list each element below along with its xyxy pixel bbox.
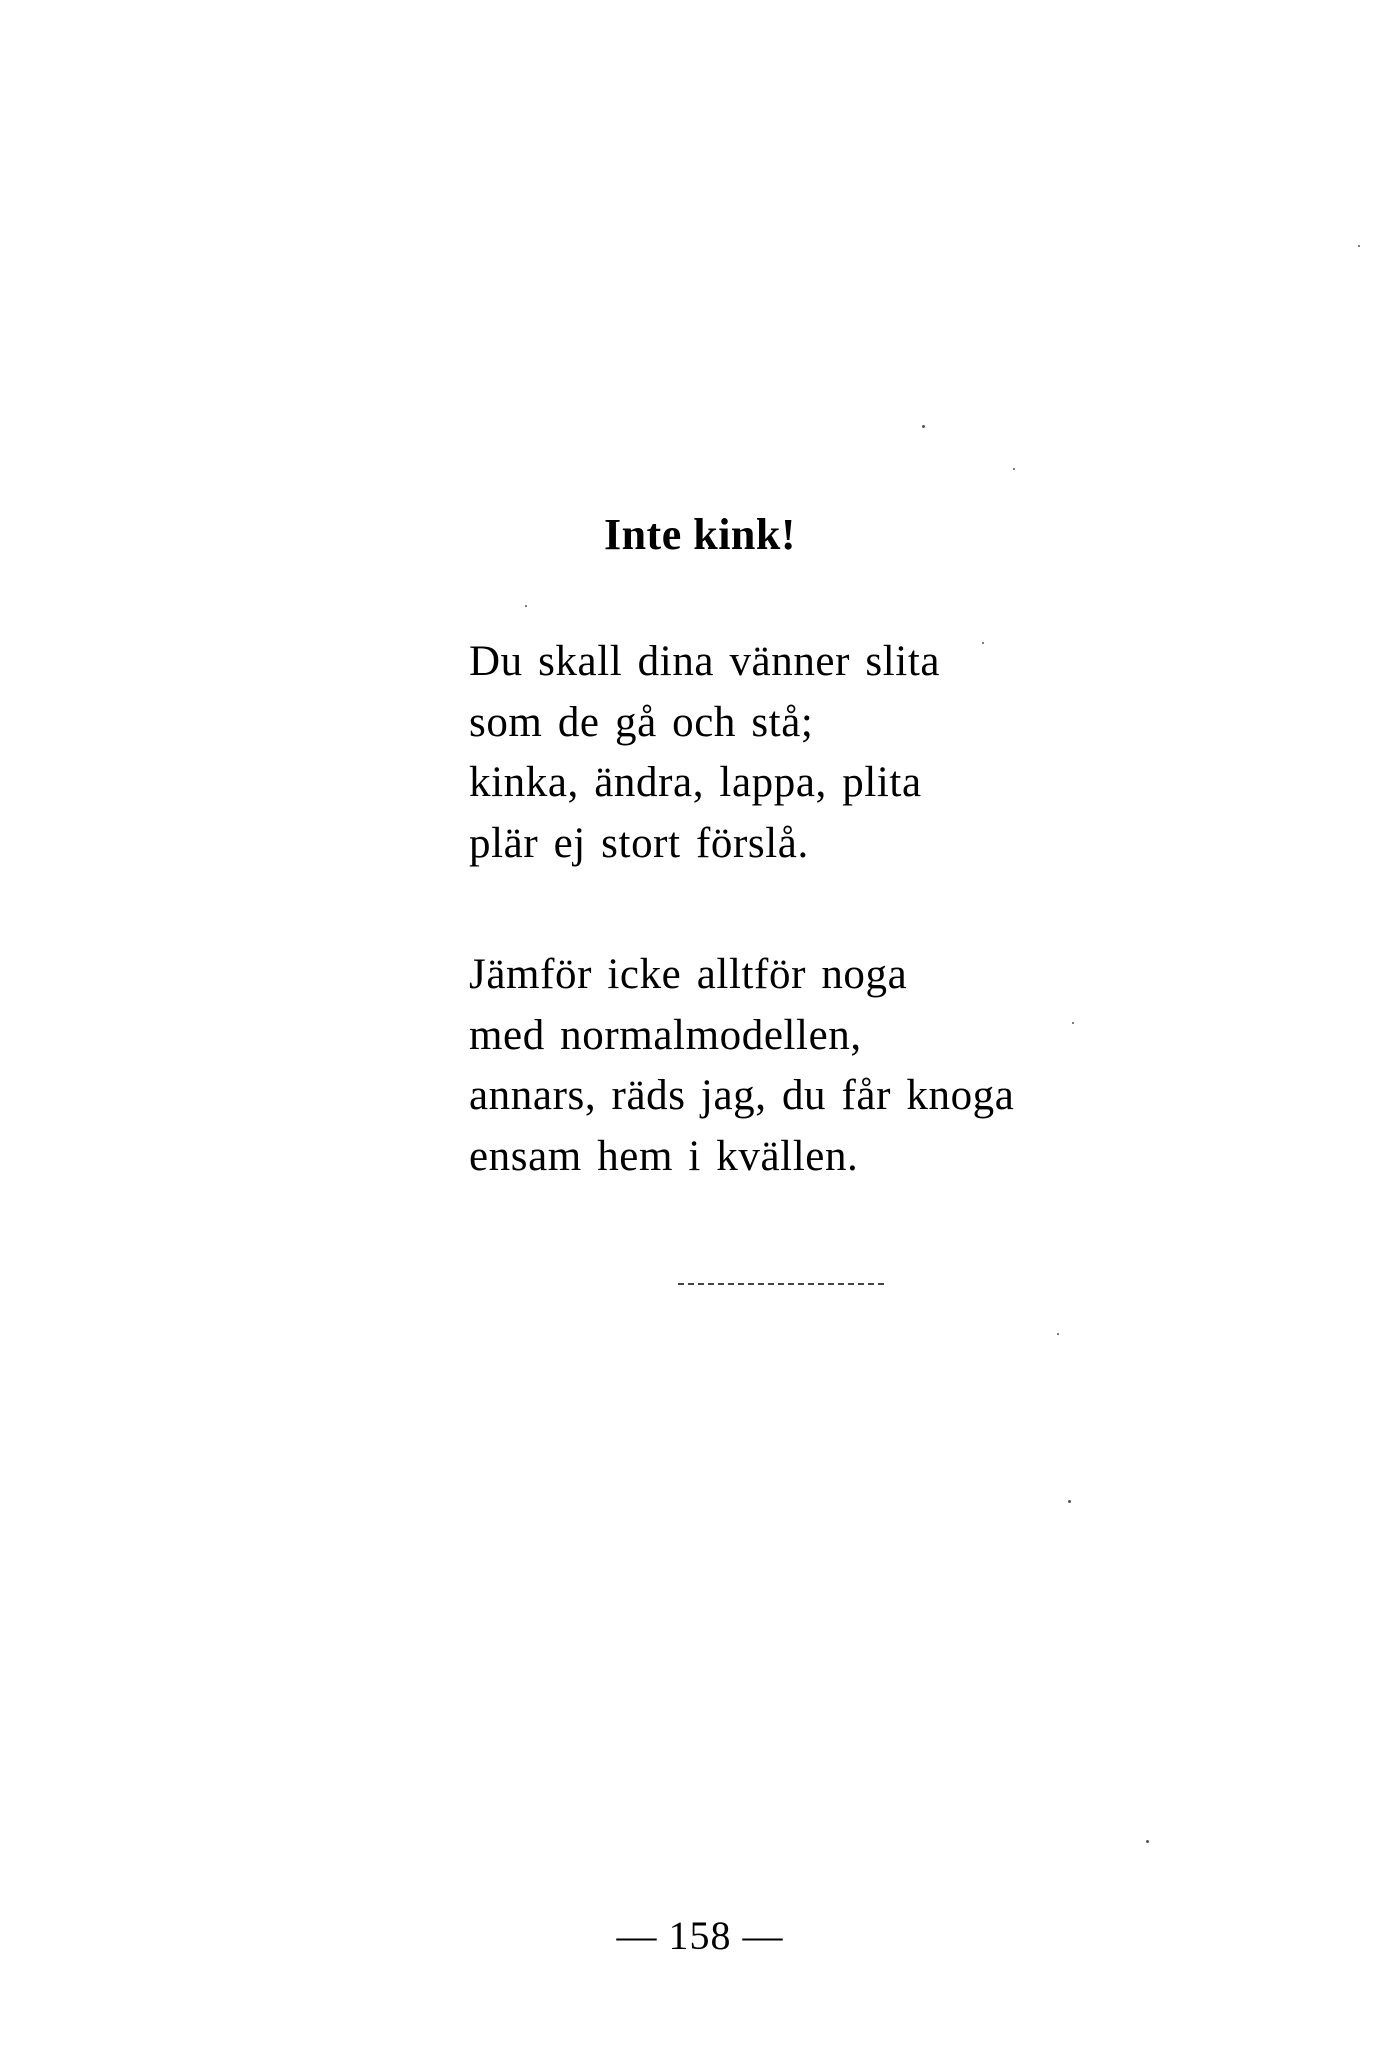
verse-line: plär ej stort förslå. xyxy=(469,819,809,867)
print-speck xyxy=(1057,1333,1059,1335)
print-speck xyxy=(982,642,984,644)
print-speck xyxy=(1068,1500,1071,1503)
verse-line: kinka, ändra, lappa, plita xyxy=(469,759,922,806)
print-speck xyxy=(1072,1022,1074,1024)
verse-line: Jämför icke alltför noga xyxy=(469,951,908,998)
verse-line: annars, räds jag, du får knoga xyxy=(469,1072,1015,1119)
stanza-2 xyxy=(469,945,1014,1187)
print-speck xyxy=(1013,468,1015,470)
page-number: — 158 — xyxy=(616,1913,784,1958)
stanza-1 xyxy=(469,632,940,874)
poem-title: Inte kink! xyxy=(603,510,797,559)
print-speck xyxy=(922,425,925,428)
section-divider xyxy=(678,1283,884,1285)
verse-line: ensam hem i kvällen. xyxy=(469,1132,859,1180)
print-speck xyxy=(1146,1840,1149,1843)
verse-line: med normalmodellen, xyxy=(469,1011,862,1059)
print-speck xyxy=(1358,245,1360,247)
print-speck xyxy=(525,605,527,607)
verse-line: som de gå och stå; xyxy=(469,698,814,746)
verse-line: Du skall dina vänner slita xyxy=(469,638,941,685)
